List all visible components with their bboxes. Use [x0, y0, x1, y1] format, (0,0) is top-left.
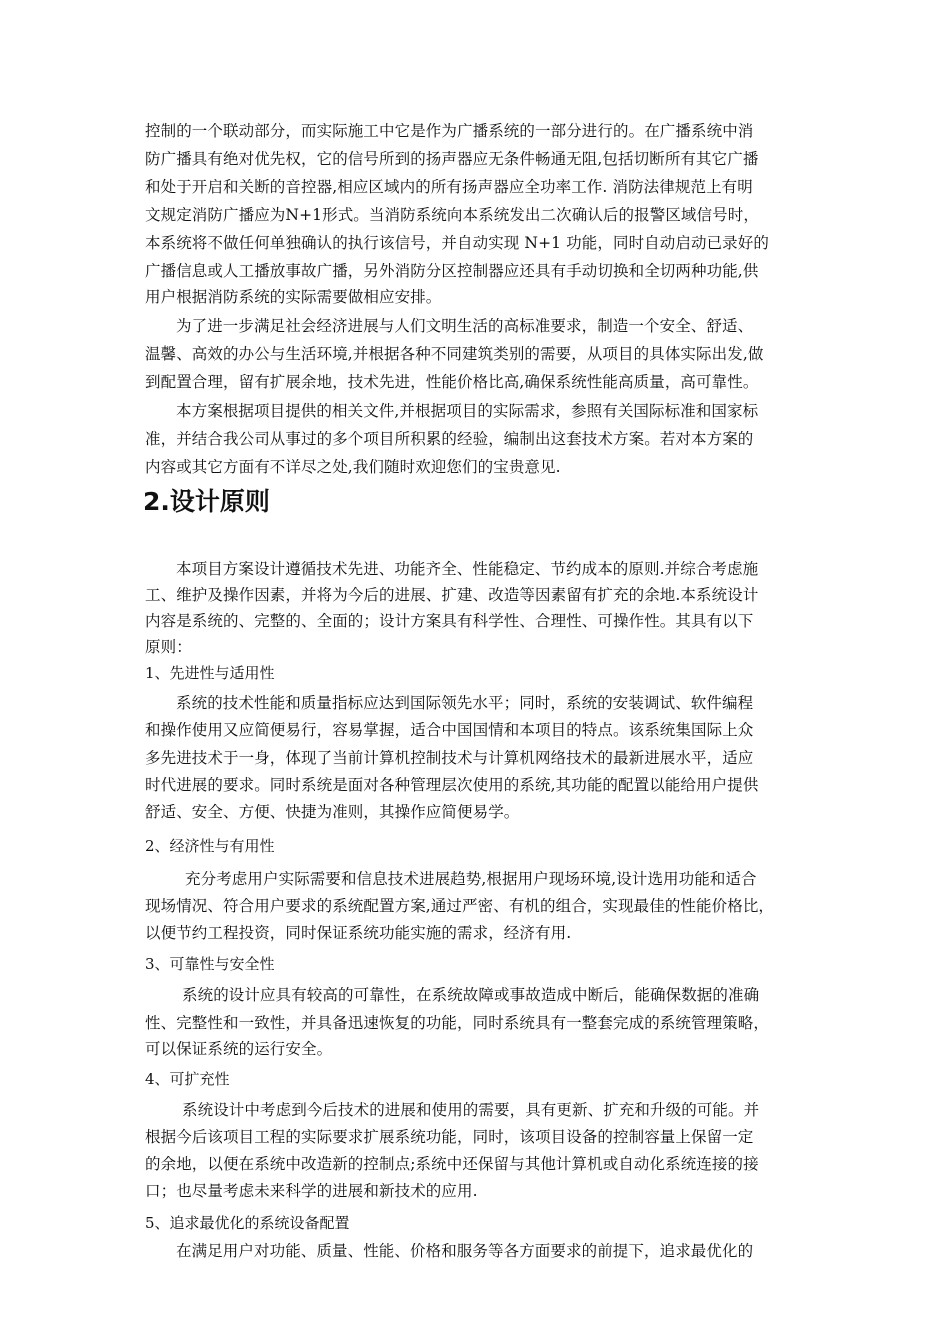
text-line: 系统设计中考虑到今后技术的进展和使用的需要，具有更新、扩充和升级的可能。并	[182, 1101, 760, 1119]
text-line: 和操作使用又应简便易行，容易掌握，适合中国国情和本项目的特点。该系统集国际上众	[145, 721, 754, 739]
text-line: 可以保证系统的运行安全。	[145, 1040, 333, 1058]
text-line: 防广播具有绝对优先权，它的信号所到的扬声器应无条件畅通无阻,包括切断所有其它广播	[145, 150, 759, 168]
text-line: 口；也尽量考虑未来科学的进展和新技术的应用.	[145, 1182, 478, 1200]
text-line: 控制的一个联动部分，而实际施工中它是作为广播系统的一部分进行的。在广播系统中消	[145, 122, 754, 140]
text-line: 到配置合理，留有扩展余地，技术先进，性能价格比高,确保系统性能高质量，高可靠性。	[145, 373, 759, 391]
text-line: 的余地，以便在系统中改造新的控制点;系统中还保留与其他计算机或自动化系统连接的接	[145, 1155, 759, 1173]
text-line: 系统的技术性能和质量指标应达到国际领先水平；同时，系统的安装调试、软件编程	[176, 694, 754, 712]
item-title: 3、可靠性与安全性	[145, 955, 275, 973]
text-line: 以便节约工程投资，同时保证系统功能实施的需求，经济有用.	[145, 924, 572, 942]
item-title: 2、经济性与有用性	[145, 837, 275, 855]
item-title: 1、先进性与适用性	[145, 664, 275, 682]
text-line: 性、完整性和一致性，并具备迅速恢复的功能，同时系统具有一整套完成的系统管理策略，	[145, 1014, 770, 1032]
text-line: 本项目方案设计遵循技术先进、功能齐全、性能稳定、节约成本的原则.并综合考虑施	[176, 560, 759, 578]
text-line: 现场情况、符合用户要求的系统配置方案,通过严密、有机的组合，实现最佳的性能价格比，	[145, 897, 775, 915]
section-heading: 2.设计原则	[143, 487, 270, 516]
text-line: 广播信息或人工播放事故广播，另外消防分区控制器应还具有手动切换和全切两种功能,供	[145, 262, 759, 280]
text-line: 准，并结合我公司从事过的多个项目所积累的经验，编制出这套技术方案。若对本方案的	[145, 430, 754, 448]
text-line: 和处于开启和关断的音控器,相应区域内的所有扬声器应全功率工作. 消防法律规范上有明	[145, 178, 753, 196]
text-line: 多先进技术于一身，体现了当前计算机控制技术与计算机网络技术的最新进展水平，适应	[145, 749, 754, 767]
text-line: 根据今后该项目工程的实际要求扩展系统功能，同时，该项目设备的控制容量上保留一定	[145, 1128, 754, 1146]
item-title: 4、可扩充性	[145, 1070, 230, 1088]
text-line: 用户根据消防系统的实际需要做相应安排。	[145, 288, 442, 306]
text-line: 原则：	[145, 638, 192, 656]
text-line: 舒适、安全、方便、快捷为准则，其操作应简便易学。	[145, 803, 520, 821]
text-line: 文规定消防广播应为N+1形式。当消防系统向本系统发出二次确认后的报警区域信号时，	[145, 206, 759, 224]
text-line: 本系统将不做任何单独确认的执行该信号，并自动实现 N+1 功能，同时自动启动已录好的	[145, 234, 769, 252]
text-line: 系统的设计应具有较高的可靠性，在系统故障或事故造成中断后，能确保数据的准确	[182, 986, 760, 1004]
text-line: 充分考虑用户实际需要和信息技术进展趋势,根据用户现场环境,设计选用功能和适合	[185, 870, 757, 888]
text-line: 温馨、高效的办公与生活环境,并根据各种不同建筑类别的需要，从项目的具体实际出发,做	[145, 345, 764, 363]
text-line: 工、维护及操作因素，并将为今后的进展、扩建、改造等因素留有扩充的余地.本系统设计	[145, 586, 759, 604]
text-line: 本方案根据项目提供的相关文件,并根据项目的实际需求，参照有关国际标准和国家标	[176, 402, 759, 420]
text-line: 为了进一步满足社会经济进展与人们文明生活的高标准要求，制造一个安全、舒适、	[176, 317, 754, 335]
text-line: 时代进展的要求。同时系统是面对各种管理层次使用的系统,其功能的配置以能给用户提供	[145, 776, 759, 794]
item-title: 5、追求最优化的系统设备配置	[145, 1214, 350, 1232]
text-line: 内容或其它方面有不详尽之处,我们随时欢迎您们的宝贵意见.	[145, 458, 561, 476]
text-line: 在满足用户对功能、质量、性能、价格和服务等各方面要求的前提下，追求最优化的	[176, 1242, 754, 1260]
text-line: 内容是系统的、完整的、全面的；设计方案具有科学性、合理性、可操作性。其具有以下	[145, 612, 754, 630]
